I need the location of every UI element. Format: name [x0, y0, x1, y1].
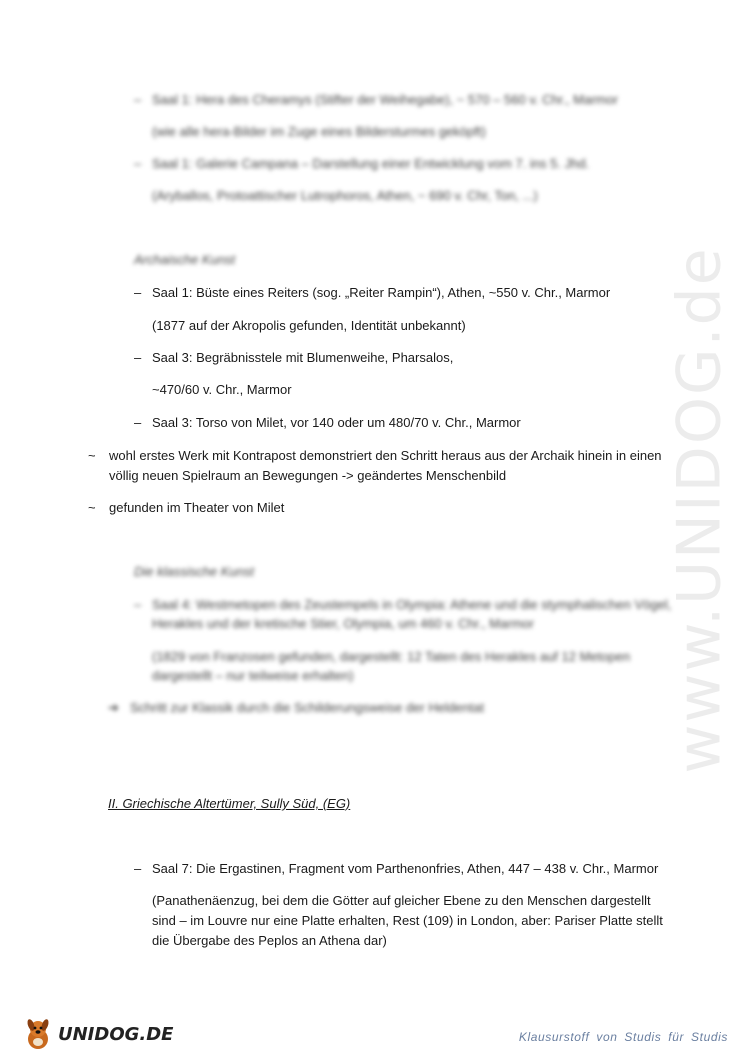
section2-item-1-note-line-2: sind – im Louvre nur eine Platte erhalten, Rest (109) in London, aber: Pariser Platte stellt [152, 913, 663, 928]
archaic-item-2-note: ~470/60 v. Chr., Marmor [152, 382, 292, 397]
bullet-dash: – [134, 350, 142, 365]
archaic-item-1-note: (1877 auf der Akropolis gefunden, Identität unbekannt) [152, 318, 466, 333]
bullet-dash: – [134, 285, 142, 300]
classic-item-1-line-2: Herakles und der kretische Stier, Olympia, um 460 v. Chr., Marmor [152, 616, 534, 631]
classic-item-1-note-line-1: (1829 von Franzosen gefunden, dargestellt: 12 Taten des Herakles auf 12 Metopen [152, 649, 631, 664]
archaic-item-2: Saal 3: Begräbnisstele mit Blumenweihe, Pharsalos, [152, 350, 454, 365]
logo-text: UNIDOG.DE [58, 1023, 174, 1045]
classic-arrow-note: Schritt zur Klassik durch die Schilderungsweise der Heldentat [130, 700, 485, 715]
blurred-item-2: Saal 1: Galerie Campana – Darstellung einer Entwicklung vom 7. ins 5. Jhd. [152, 156, 590, 171]
unidog-logo[interactable] [22, 1016, 173, 1052]
section-heading: II. Griechische Altertümer, Sully Süd, (EG) [108, 796, 351, 811]
archaic-item-1: Saal 1: Büste eines Reiters (sog. „Reiter Rampin“), Athen, ~550 v. Chr., Marmor [152, 285, 611, 300]
classic-item-1-note-line-2: dargestellt – nur teilweise erhalten) [152, 668, 354, 683]
bullet-tilde: ~ [88, 448, 96, 463]
bullet-dash: – [134, 415, 142, 430]
archaic-note-1-line-1: wohl erstes Werk mit Kontrapost demonstriert den Schritt heraus aus der Archaik hinein in einen [109, 448, 662, 463]
bullet-dash: – [134, 156, 142, 171]
dog-mascot-icon [22, 1017, 54, 1051]
archaic-item-3: Saal 3: Torso von Milet, vor 140 oder um 480/70 v. Chr., Marmor [152, 415, 521, 430]
bullet-dash: – [134, 597, 142, 612]
blurred-item-2-note: (Aryballos, Protoattischer Lutrophoros, Athen, ~ 690 v. Chr, Ton, ...) [152, 188, 538, 203]
classic-item-1-line-1: Saal 4: Westmetopen des Zeustempels in Olympia: Athene und die stymphalischen Vögel, [152, 597, 672, 612]
section2-item-1-note-line-1: (Panathenäenzug, bei dem die Götter auf gleicher Ebene zu den Menschen dargestellt [152, 893, 651, 908]
blurred-item-1: Saal 1: Hera des Cheramys (Stifter der Weihegabe), ~ 570 – 560 v. Chr., Marmor [152, 92, 618, 107]
archaic-note-1-line-2: völlig neuen Spielraum an Bewegungen -> geändertes Menschenbild [109, 468, 507, 483]
blurred-item-1-note: (wie alle hera-Bilder im Zuge eines Bildersturmes geköpft) [152, 124, 486, 139]
footer-tagline: Klausurstoff von Studis für Studis [518, 1030, 728, 1044]
bullet-tilde: ~ [88, 500, 96, 515]
section2-item-1-note-line-3: die Übergabe des Peplos an Athena dar) [152, 933, 387, 948]
archaic-note-2: gefunden im Theater von Milet [109, 500, 285, 515]
classic-heading: Die klassische Kunst [134, 564, 254, 579]
section2-item-1: Saal 7: Die Ergastinen, Fragment vom Parthenonfries, Athen, 447 – 438 v. Chr., Marmor [152, 861, 659, 876]
archaic-heading: Archaische Kunst [134, 252, 236, 267]
bullet-dash: – [134, 861, 142, 876]
arrow-right-icon: ➔ [108, 700, 119, 715]
watermark: www.UNIDOG.de [665, 246, 735, 774]
bullet-dash: – [134, 92, 142, 107]
